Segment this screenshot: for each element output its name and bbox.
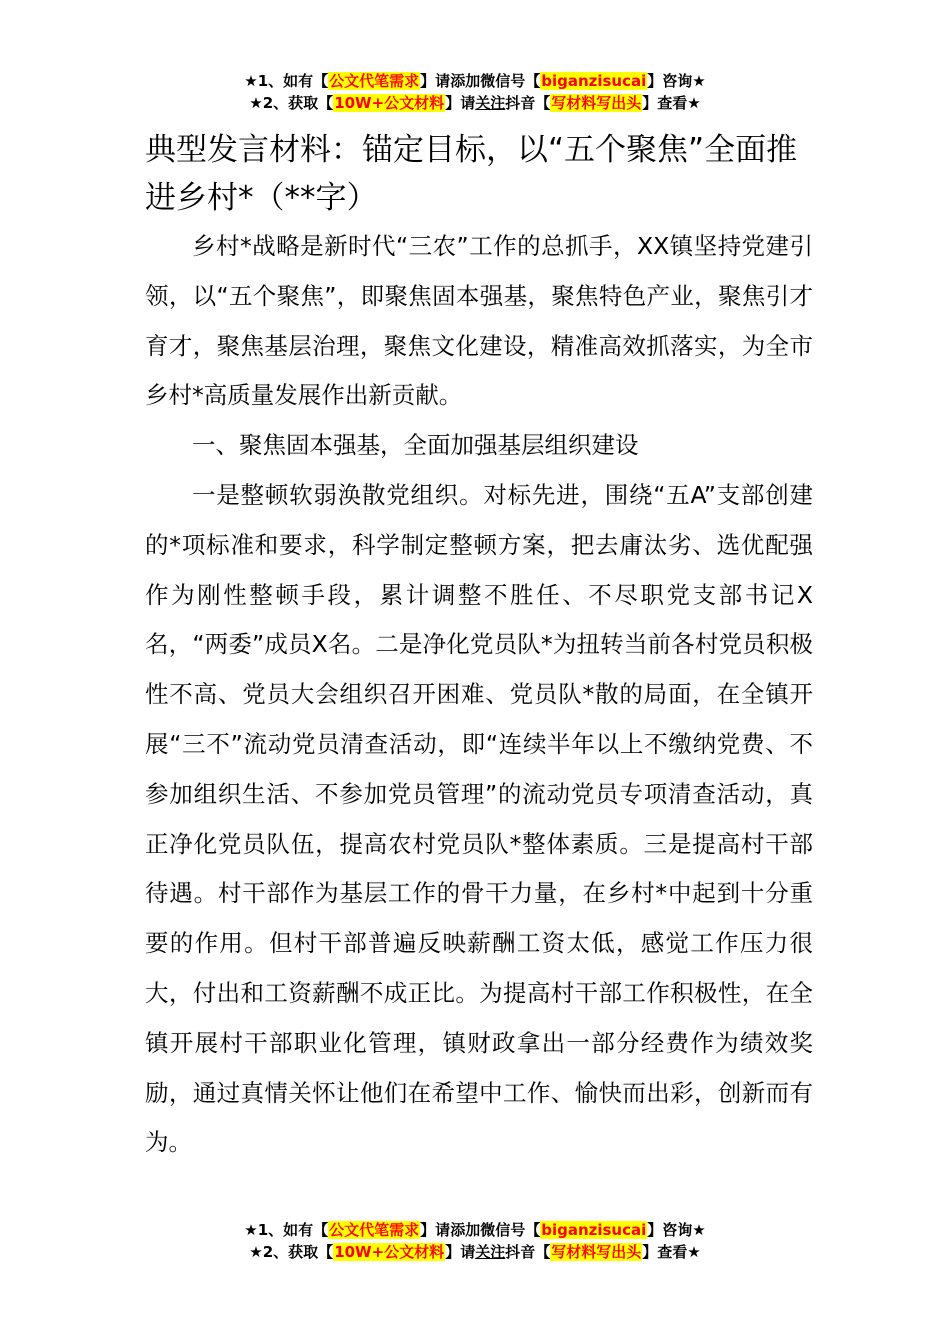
banner-emphasis: 关注 (475, 94, 506, 112)
banner-text: 微信号【 (480, 1221, 541, 1239)
banner-highlight-wechat: biganzisucai (541, 72, 647, 90)
bottom-banner (0, 1219, 950, 1263)
document-body (145, 222, 813, 1168)
banner-text: 】请 (420, 1221, 451, 1239)
banner-line-1 (0, 1219, 950, 1241)
banner-highlight-materials: 10W+公文材料 (334, 1243, 445, 1261)
banner-text: 】查看★ (642, 1243, 701, 1261)
banner-text: 抖音【 (505, 1243, 551, 1261)
banner-highlight-douyin: 写材料写出头 (551, 1243, 642, 1261)
banner-highlight-douyin: 写材料写出头 (551, 94, 642, 112)
banner-text: 抖音【 (505, 94, 551, 112)
banner-emphasis: 添加 (450, 72, 481, 90)
banner-text: 】咨询★ (647, 1221, 706, 1239)
top-banner (0, 70, 950, 114)
banner-text: 】咨询★ (647, 72, 706, 90)
banner-text: 】请 (445, 94, 476, 112)
banner-text: ★1、如有【 (244, 72, 329, 90)
banner-text: 】查看★ (642, 94, 701, 112)
banner-emphasis: 添加 (450, 1221, 481, 1239)
banner-text: 微信号【 (480, 72, 541, 90)
section-heading: 一、聚焦固本强基，全面加强基层组织建设 (192, 431, 639, 460)
banner-text: 】请 (445, 1243, 476, 1261)
banner-text: ★1、如有【 (244, 1221, 329, 1239)
banner-text: ★2、获取【 (249, 1243, 334, 1261)
banner-line-2 (0, 92, 950, 114)
intro-paragraph: 乡村*战略是新时代“三农”工作的总抓手，XX镇坚持党建引领，以“五个聚焦”，即聚焦固本强基，聚焦特色产业，聚焦引才育才，聚焦基层治理，聚焦文化建设，精准高效抓落实，为全市乡村*高质量发展作出新贡献。 (145, 232, 813, 410)
banner-line-2 (0, 1241, 950, 1263)
document-title: 典型发言材料：锚定目标，以“五个聚焦”全面推进乡村*（**字） (145, 132, 798, 216)
banner-text: 】请 (420, 72, 451, 90)
banner-highlight-wechat: biganzisucai (541, 1221, 647, 1239)
banner-line-1 (0, 70, 950, 92)
banner-highlight-service: 公文代笔需求 (329, 1221, 420, 1239)
banner-text: ★2、获取【 (249, 94, 334, 112)
body-paragraph: 一是整顿软弱涣散党组织。对标先进，围绕“五A”支部创建的*项标准和要求，科学制定整顿方案，把去庸汰劣、选优配强作为刚性整顿手段，累计调整不胜任、不尽职党支部书记X名，“两委”成员X名。二是净化党员队*为扭转当前各村党员积极性不高、党员大会组织召开困难、党员队*散的局面，在全镇开展“三不”流动党员清查活动，即“连续半年以上不缴纳党费、不参加组织生活、不参加党员管理”的流动党员专项清查活动，真正净化党员队伍，提高农村党员队*整体素质。三是提高村干部待遇。村干部作为基层工作的骨干力量，在乡村*中起到十分重要的作用。但村干部普遍反映薪酬工资太低，感觉工作压力很大，付出和工资薪酬不成正比。为提高村干部工作积极性，在全镇开展村干部职业化管理，镇财政拿出一部分经费作为绩效奖励，通过真情关怀让他们在希望中工作、愉快而出彩，创新而有为。 (145, 480, 813, 1157)
banner-emphasis: 关注 (475, 1243, 506, 1261)
banner-highlight-materials: 10W+公文材料 (334, 94, 445, 112)
banner-highlight-service: 公文代笔需求 (329, 72, 420, 90)
